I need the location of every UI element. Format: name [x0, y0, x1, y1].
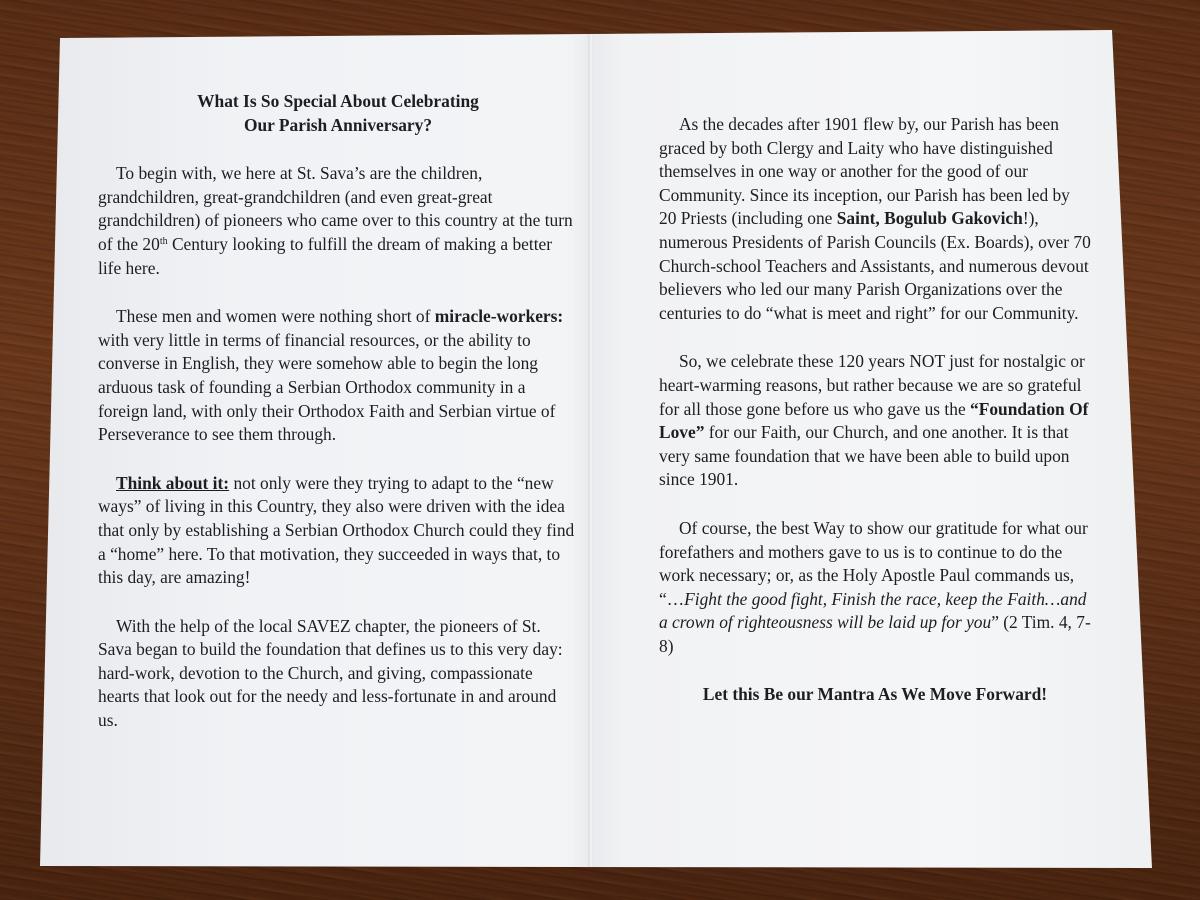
- left-paragraph-2: These men and women were nothing short of miracle-workers: with very little in terms of financial resources, or the ability to converse in English, they were somehow able to begin the long arduous task of founding a Serbian Orthodox community in a foreign land, with only their Orthodox Faith and Serbian virtue of Perseverance to see them through.: [98, 306, 564, 445]
- left-paragraph-3: Think about it: not only were they trying to adapt to the “new ways” of living in this Country, they also were driven with the idea that only by establishing a Serbian Orthodox Church could they find a “home” here. To that motivation, they succeeded in ways that, to this day, are amazing!: [98, 472, 575, 588]
- right-paragraph-2: So, we celebrate these 120 years NOT just for nostalgic or heart-warming reasons, but rather because we are so grateful for all those gone before us who gave us the “Foundation Of Love” for our Faith, our Church, and one another. It is that very same foundation that we have been able to build upon since 1901.: [659, 351, 1089, 490]
- paper-fold-crease: [587, 34, 593, 866]
- left-column: [98, 90, 578, 733]
- document-title: [98, 90, 578, 137]
- right-paragraph-1: As the decades after 1901 flew by, our Parish has been graced by both Clergy and Laity who have distinguished themselves in one way or another for the good of our Community. Since its inception, our Parish has been led by 20 Priests (including one Saint, Bogulub Gakovich!), numerous Presidents of Parish Councils (Ex. Boards), over 70 Church-school Teachers and Assistants, and numerous devout believers who led our many Parish Organizations over the centuries to do “what is meet and right” for our Community.: [659, 114, 1091, 323]
- closing-line: Let this Be our Mantra As We Move Forward!: [702, 684, 1048, 705]
- title-line-1: What Is So Special About Celebrating: [197, 91, 479, 111]
- left-paragraph-4: With the help of the local SAVEZ chapter, the pioneers of St. Sava began to build the foundation that defines us to this very day: hard-work, devotion to the Church, and giving, compassionate hearts that look out for the needy and less-fortunate in and around us.: [98, 615, 563, 731]
- scripture-quote: Fight the good fight, Finish the race, keep the Faith…and a crown of righteousness will be laid up for you: [659, 588, 1087, 633]
- think-about-it-emphasis: Think about it:: [116, 472, 230, 493]
- saint-name-emphasis: Saint, Bogulub Gakovich: [836, 208, 1023, 229]
- foundation-of-love-emphasis: “Foundation Of Love”: [659, 398, 1089, 443]
- right-column: [659, 113, 1091, 707]
- right-paragraph-3: Of course, the best Way to show our gratitude for what our forefathers and mothers gave to us is to continue to do the work necessary; or, as the Holy Apostle Paul commands us, “…Fight the good fight, Finish the race, keep the Faith…and a crown of righteousness will be laid up for you” (2 Tim. 4, 7-8): [659, 517, 1091, 656]
- left-paragraph-1: To begin with, we here at St. Sava’s are the children, grandchildren, great-grandchildren (and even great-great grandchildren) of pioneers who came over to this country at the turn of the 20th Century looking to fulfill the dream of making a better life here.: [98, 163, 573, 278]
- title-line-2: Our Parish Anniversary?: [243, 114, 433, 135]
- miracle-workers-emphasis: miracle-workers:: [434, 306, 564, 327]
